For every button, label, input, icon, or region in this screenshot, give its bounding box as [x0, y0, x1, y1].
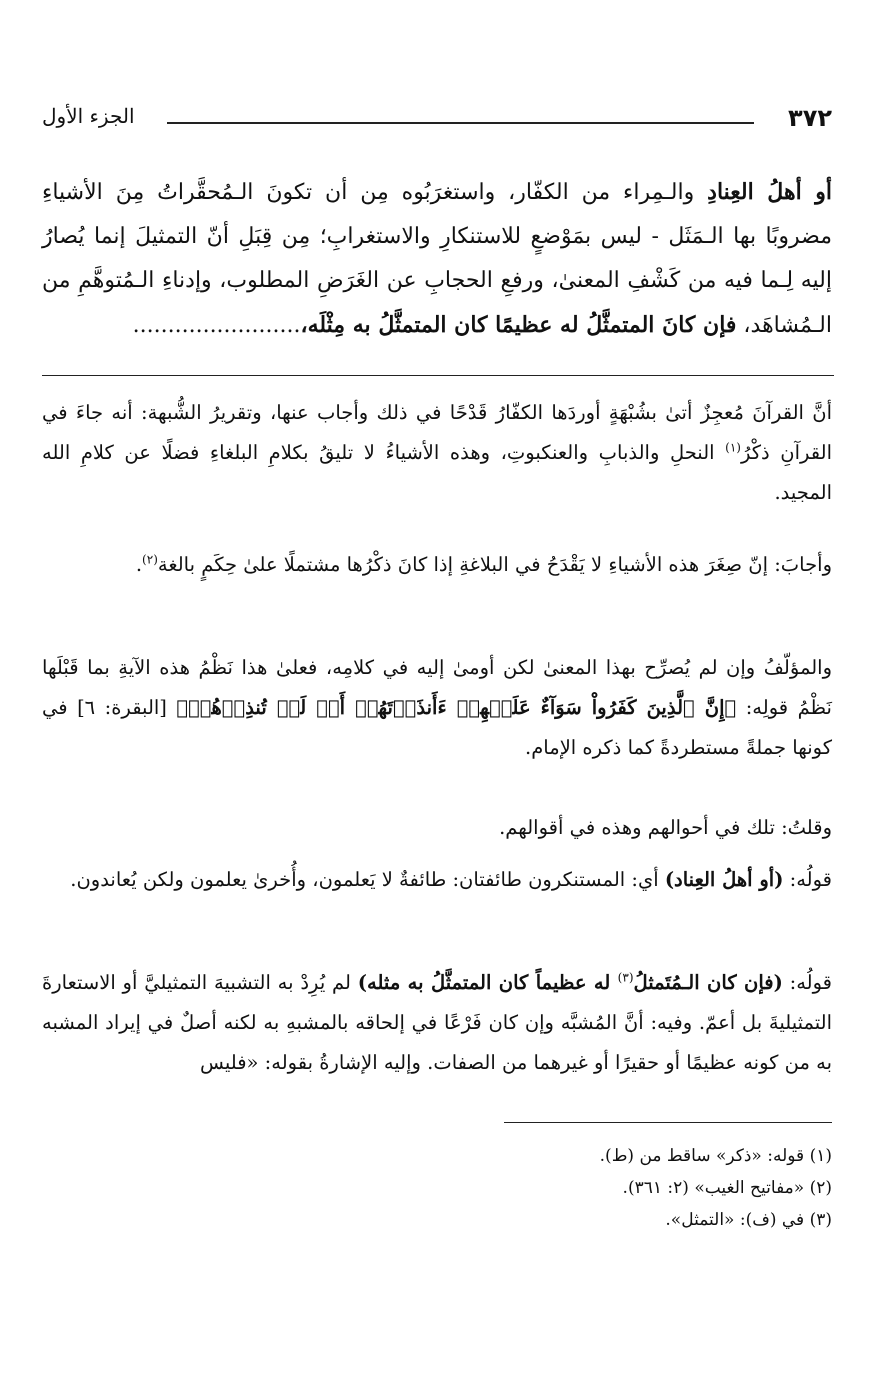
footnotes — [42, 1140, 832, 1236]
main-text — [42, 170, 832, 348]
main-text-body: والـمِراء من الكفّار، واستغرَبُوه مِن أن تكونَ الـمُحقَّراتُ مِنَ الأشياءِ مضروبًا بها الـمَثَل - ليس بمَوْضعٍ للاستنكارِ والاستغرابِ؛ مِن قِبَلِ أنّ التمثيلَ إنما يُصارُ إليه لِـما فيه من كَشْفِ المعنىٰ، ورفعِ الحجابِ عن الغَرَضِ المطلوب، وإدناءِ الـمُتوهَّمِ من الـمُشاهَد، — [42, 180, 832, 338]
footnote-1: (١) قوله: «ذكر» ساقط من (ط). — [599, 1146, 832, 1166]
main-text-dots: ........................ — [132, 313, 301, 338]
commentary-paragraph-1 — [42, 393, 832, 513]
commentary-text: قولُه: — [782, 971, 833, 994]
commentary-paragraph-2 — [42, 545, 832, 585]
main-text-divider — [42, 375, 834, 376]
footnote-ref-2: (٢) — [142, 552, 158, 567]
footnote-ref-1: (١) — [725, 440, 741, 455]
commentary-text: لم يُرِدْ به التشبيهَ التمثيليَّ أو الاستعارةَ التمثيليةَ بل أعمّ. وفيه: أنَّ المُشبَّه وإن كان فَرْعًا في إلحاقه بالمشبهِ به لكنه أصلٌ في إيراد المشبه به من كونه عظيمًا أو حقيرًا أو غيرهما من الصفات. وإليه الإشارةُ بقوله: «فليس — [42, 971, 832, 1074]
main-text-bold-start: أو أهلُ العِنادِ — [707, 179, 832, 205]
commentary-text: . — [135, 553, 143, 576]
footnote-ref-3: (٣) — [617, 970, 634, 985]
commentary-text: وأجابَ: إنّ صِغَرَ هذه الأشياءِ لا يَقْدَحُ في البلاغةِ إذا كانَ ذكْرُها مشتملًا علىٰ حِكَمٍ بالغة — [157, 553, 832, 576]
part-title: الجزء الأول — [42, 104, 135, 128]
commentary-paragraph-6 — [42, 963, 832, 1083]
commentary-paragraph-5 — [42, 860, 832, 900]
quoted-phrase: (فإن كان الـمُتَمثلُ — [633, 971, 783, 994]
commentary-text: أنَّ القرآنَ مُعجِزٌ أتىٰ بشُبْهَةٍ أوردَها الكفّارُ قَدْحًا في ذلك وأجاب عنها، وتقريرُ الشُّبهة: أنه جاءَ في القرآنِ ذكْرُ — [42, 401, 832, 464]
running-header — [42, 100, 832, 140]
quoted-phrase: (أو أهلُ العِناد) — [664, 868, 784, 891]
commentary-text: النحلِ والذبابِ والعنكبوتِ، وهذه الأشياءُ لا تليقُ بكلامِ البلغاءِ فضلًا عن كلامِ الله المجيد. — [42, 441, 832, 504]
footnote-2: (٢) «مفاتيح الغيب» (٢: ٣٦١). — [622, 1178, 832, 1198]
commentary-text: أي: المستنكرون طائفتان: طائفةٌ لا يَعلمون، وأُخرىٰ يعلمون ولكن يُعاندون. — [70, 868, 665, 891]
footnote-3: (٣) في (ف): «التمثل». — [665, 1210, 832, 1230]
commentary-paragraph-4: وقلتُ: تلك في أحوالهم وهذه في أقوالهم. — [499, 816, 832, 839]
main-text-bold-end: فإن كانَ المتمثَّلُ له عظيمًا كان المتمثَّلُ به مِثْلَه، — [300, 312, 737, 338]
quoted-phrase: له عظيماً كان المتمثَّلُ به مثله) — [357, 971, 618, 994]
commentary-text: [البقرة: ٦] في كونها جملةً مستطردةً كما ذكره الإمام. — [42, 696, 832, 759]
quran-verse: ﴿إِنَّ ٱلَّذِينَ كَفَرُواْ سَوَآءٌ عَلَيۡهِمۡ ءَأَنذَرۡتَهُمۡ أَمۡ لَمۡ تُنذِرۡهُمۡ﴾ — [176, 696, 737, 719]
commentary-text: والمؤلّفُ وإن لم يُصرِّح بهذا المعنىٰ لكن أومىٰ إليه في كلامِه، فعلىٰ هذا نَظْمُ هذه الآيةِ بما قَبْلَها نَظْمُ قولِه: — [42, 656, 832, 719]
commentary-paragraph-3 — [42, 648, 832, 768]
footnote-divider — [504, 1122, 832, 1123]
page-number: ٣٧٢ — [788, 104, 832, 132]
header-rule — [167, 122, 754, 124]
commentary-text: قولُه: — [783, 868, 832, 891]
